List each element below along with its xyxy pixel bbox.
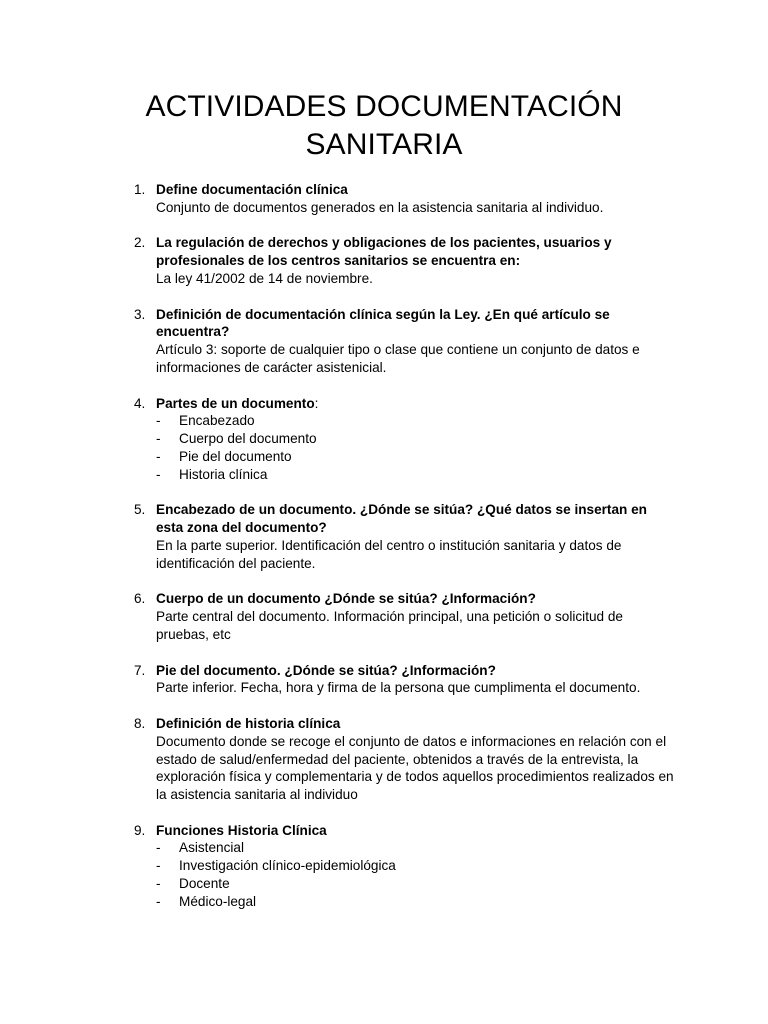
bullet-item xyxy=(156,875,674,893)
list-item-7 xyxy=(134,662,674,698)
bullet-text: Pie del documento xyxy=(179,448,292,464)
dash-marker: - xyxy=(156,840,161,856)
item-number: 6. xyxy=(134,591,146,607)
item-answer: Parte central del documento. Información principal, una petición o solicitud de pruebas, etc xyxy=(156,609,623,642)
item-question: Funciones Historia Clínica xyxy=(156,822,327,838)
item-number: 2. xyxy=(134,235,146,251)
dash-marker: - xyxy=(156,893,161,909)
item-question: Definición de documentación clínica según la Ley. ¿En qué artículo se encuentra? xyxy=(156,306,610,340)
dash-marker: - xyxy=(156,876,161,892)
item-answer: Artículo 3: soporte de cualquier tipo o clase que contiene un conjunto de datos e informaciones de carácter asistenicial. xyxy=(156,342,640,375)
bullet-item xyxy=(156,448,674,466)
item-answer: Documento donde se recoge el conjunto de datos e informaciones en relación con el estado de salud/enfermedad del paciente, obtenidos a través de la entrevista, la exploración física y complementaria y de todos aquellos procedimientos realizados en la asistencia sanitaria al individuo xyxy=(156,733,674,803)
bullet-item xyxy=(156,430,674,448)
item-answer: La ley 41/2002 de 14 de noviembre. xyxy=(156,270,373,286)
title-line-1: ACTIVIDADES DOCUMENTACIÓN xyxy=(145,90,623,123)
item-question-line xyxy=(156,395,674,413)
list-item-8 xyxy=(134,715,674,804)
item-question: Pie del documento. ¿Dónde se sitúa? ¿Información? xyxy=(156,662,496,678)
list-item-1 xyxy=(134,181,674,217)
item-question: La regulación de derechos y obligaciones de los pacientes, usuarios y profesionales de los centros sanitarios se encuentra en: xyxy=(156,235,612,269)
page-title xyxy=(0,88,768,164)
bullet-list xyxy=(156,839,674,910)
bullet-text: Encabezado xyxy=(179,413,255,429)
question-list xyxy=(134,181,674,928)
item-number: 3. xyxy=(134,306,146,322)
bullet-text: Investigación clínico-epidemiológica xyxy=(179,858,396,874)
item-question-suffix: : xyxy=(314,395,319,411)
item-answer: En la parte superior. Identificación del centro o institución sanitaria y datos de identificación del paciente. xyxy=(156,537,622,571)
item-answer: Conjunto de documentos generados en la asistencia sanitaria al individuo. xyxy=(156,199,604,215)
item-number: 9. xyxy=(134,822,146,838)
item-question: Partes de un documento xyxy=(156,395,315,411)
item-question: Cuerpo de un documento ¿Dónde se sitúa? ¿Información? xyxy=(156,591,536,607)
item-number: 7. xyxy=(134,662,146,678)
item-answer: Parte inferior. Fecha, hora y firma de la persona que cumplimenta el documento. xyxy=(156,680,641,696)
item-number: 8. xyxy=(134,715,146,731)
item-question: Definición de historia clínica xyxy=(156,715,341,731)
bullet-text: Médico-legal xyxy=(179,893,257,909)
bullet-item xyxy=(156,466,674,484)
item-question: Encabezado de un documento. ¿Dónde se sitúa? ¿Qué datos se insertan en esta zona del documento? xyxy=(156,502,647,536)
bullet-text: Historia clínica xyxy=(179,466,268,482)
bullet-item xyxy=(156,893,674,911)
bullet-text: Cuerpo del documento xyxy=(179,431,317,447)
list-item-5 xyxy=(134,501,674,572)
bullet-text: Docente xyxy=(179,876,230,892)
item-number: 5. xyxy=(134,502,146,518)
item-number: 1. xyxy=(134,182,146,197)
bullet-item xyxy=(156,857,674,875)
bullet-item xyxy=(156,412,674,430)
dash-marker: - xyxy=(156,413,161,429)
list-item-4 xyxy=(134,395,674,484)
bullet-text: Asistencial xyxy=(179,840,244,856)
item-question: Define documentación clínica xyxy=(156,182,348,197)
dash-marker: - xyxy=(156,858,161,874)
list-item-9 xyxy=(134,822,674,911)
item-number: 4. xyxy=(134,395,146,411)
dash-marker: - xyxy=(156,466,161,482)
list-item-3 xyxy=(134,306,674,377)
list-item-2 xyxy=(134,234,674,287)
title-line-2: SANITARIA xyxy=(305,128,463,161)
dash-marker: - xyxy=(156,431,161,447)
bullet-item xyxy=(156,839,674,857)
bullet-list xyxy=(156,412,674,483)
dash-marker: - xyxy=(156,448,161,464)
list-item-6 xyxy=(134,590,674,643)
